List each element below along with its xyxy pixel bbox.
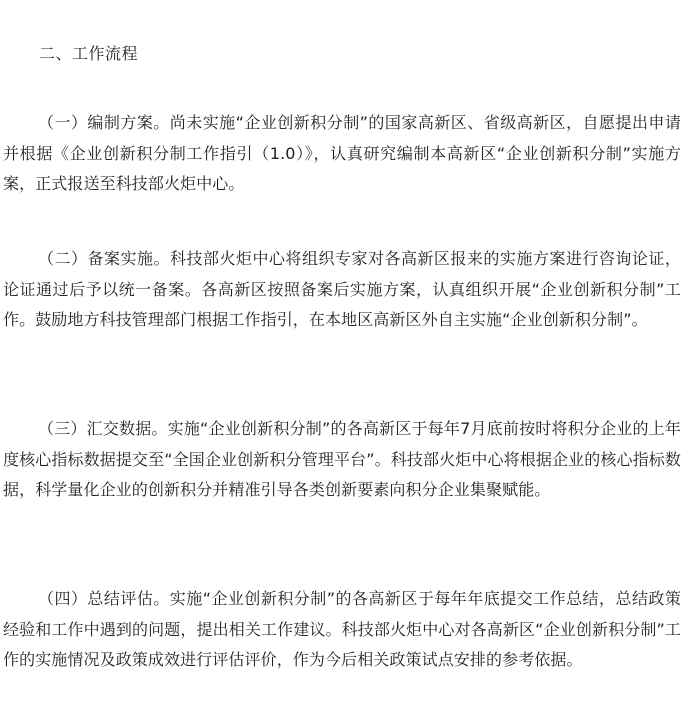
paragraph-filing-implementation: （二）备案实施。科技部火炬中心将组织专家对各高新区报来的实施方案进行咨询论证，论证通过后予以统一备案。各高新区按照备案后实施方案，认真组织开展“企业创新积分制”工作。鼓励地方科技管理部门根据工作指引，在本地区高新区外自主实施“企业创新积分制”。 xyxy=(3,249,681,330)
paragraph-prepare-plan: （一）编制方案。尚未实施“企业创新积分制”的国家高新区、省级高新区，自愿提出申请并根据《企业创新积分制工作指引（1.0）》，认真研究编制本高新区“企业创新积分制”实施方案，正式报送至科技部火炬中心。 xyxy=(3,113,681,194)
section-heading: 二、工作流程 xyxy=(39,44,139,63)
paragraph-summary-evaluation: （四）总结评估。实施“企业创新积分制”的各高新区于每年年底提交工作总结，总结政策经验和工作中遇到的问题，提出相关工作建议。科技部火炬中心对各高新区“企业创新积分制”工作的实施情况及政策成效进行评估评价，作为今后相关政策试点安排的参考依据。 xyxy=(3,589,681,670)
paragraph-submit-data: （三）汇交数据。实施“企业创新积分制”的各高新区于每年7月底前按时将积分企业的上年度核心指标数据提交至“全国企业创新积分管理平台”。科技部火炬中心将根据企业的核心指标数据，科学量化企业的创新积分并精准引导各类创新要素向积分企业集聚赋能。 xyxy=(3,419,681,500)
